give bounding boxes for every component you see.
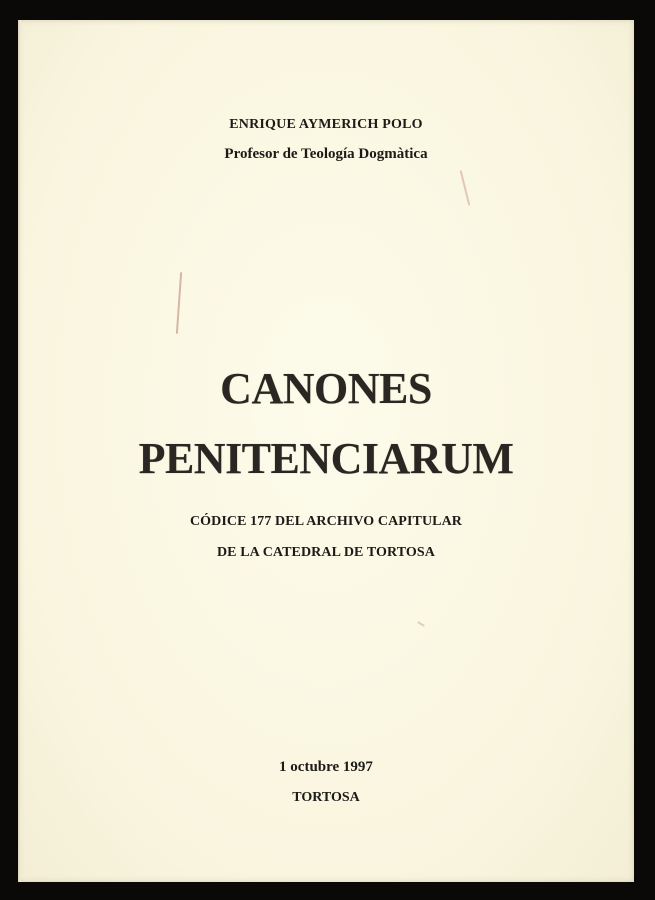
book-subtitle-line-1: CÓDICE 177 DEL ARCHIVO CAPITULAR [189, 514, 463, 529]
book-title-line-1: CANONES [220, 364, 432, 413]
book-title-line-2: PENITENCIARUM [138, 434, 514, 483]
paper-stain-mark [417, 621, 425, 627]
publication-place: TORTOSA [292, 790, 360, 805]
book-subtitle-line-2: DE LA CATEDRAL DE TORTOSA [216, 545, 436, 560]
publication-date: 1 octubre 1997 [279, 759, 373, 775]
author-name: ENRIQUE AYMERICH POLO [229, 117, 423, 132]
paper-stain-mark [460, 170, 471, 205]
author-role: Profesor de Teología Dogmàtica [224, 146, 428, 162]
book-cover [18, 20, 634, 882]
paper-stain-mark [176, 272, 182, 334]
